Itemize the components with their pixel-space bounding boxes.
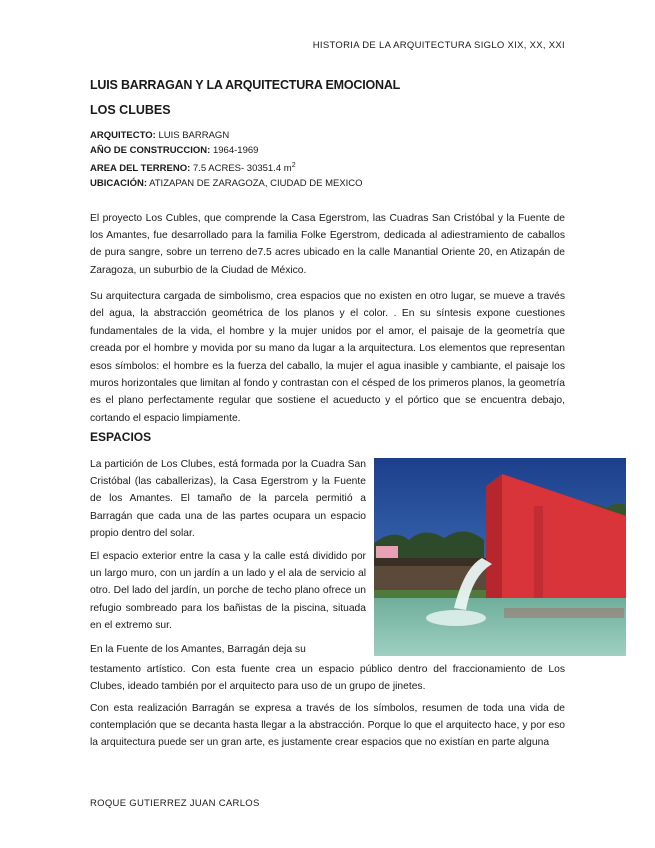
paragraph-fuente-rest: testamento artístico. Con esta fuente crea un espacio público dentro del fraccionamiento de Los Clubes, ideado también por el arquitecto para uso de un grupo de jinetes.	[90, 664, 565, 693]
paragraph-intro: El proyecto Los Cubles, que comprende la Casa Egerstrom, las Cuadras San Cristóbal y la Fuente de los Amantes, fue desarrollado para la familia Folke Egerstrom, dedicada al adiestramiento de caballos de pura sangre, sobre un terreno de7.5 acres ubicado en la calle Manantial Oriente 20, en Atizapán de Zaragoza, un suburbio de la Ciudad de México.	[90, 213, 565, 276]
meta-year: AÑO DE CONSTRUCCION: 1964-1969	[90, 145, 259, 156]
meta-area: AREA DEL TERRENO: 7.5 ACRES- 30351.4 $m^2$	[90, 162, 296, 175]
fuente-de-los-amantes-illustration	[374, 458, 626, 656]
meta-architect: ARQUITECTO: LUIS BARRAGN	[90, 130, 230, 141]
page-title: LUIS BARRAGAN Y LA ARQUITECTURA EMOCIONAL	[90, 78, 401, 92]
page-subtitle: LOS CLUBES	[90, 103, 171, 117]
paragraph-fuente-start: En la Fuente de los Amantes, Barragán deja su	[90, 644, 306, 655]
section-title-espacios: ESPACIOS	[90, 430, 152, 444]
footer-author: ROQUE GUTIERREZ JUAN CARLOS	[90, 798, 260, 809]
paragraph-particion: La partición de Los Clubes, está formada por la Cuadra San Cristóbal (las caballerizas), la Casa Egerstrom y la Fuente de los Amantes. El tamaño de la parcela permitió a Barragán que cada una de las partes ocupara un espacio propio dentro del solar.	[90, 459, 366, 539]
header-course: HISTORIA DE LA ARQUITECTURA SIGLO XIX, XX, XXI	[312, 40, 565, 51]
paragraph-espacio-exterior: El espacio exterior entre la casa y la calle está dividido por un largo muro, con un jardín a un lado y el ala de servicio al otro. Del lado del jardín, un porche de techo plano ofrece un refugio sombreado para los bañistas de la piscina, situada en el extremo sur.	[90, 551, 366, 631]
project-meta	[90, 128, 363, 191]
paragraph-symbolism: Su arquitectura cargada de simbolismo, crea espacios que no existen en otro lugar, se mueve a través del agua, la abstracción geométrica de los planos y el color. . En su síntesis expone cuestiones fundamentales de la vida, el hombre y la mujer unidos por el amor, el paisaje de la geometría que creada por el hombre y movida por su mano da lugar a la arquitectura. Los elementos que representan esos símbolos: el hombre es la fuerza del caballo, la mujer el agua inasible y cambiante, el paisaje los muros horizontales que limitan al fondo y contrastan con el césped de los primeros planos, la geometría es el plano perfectamente regular que sostiene el acueducto y el pórtico que se encuentra debajo, cortando el espacio limpiamente.	[90, 291, 565, 424]
meta-location: UBICACIÓN: ATIZAPAN DE ZARAGOZA, CIUDAD DE MEXICO	[90, 178, 363, 190]
paragraph-realizacion: Con esta realización Barragán se expresa a través de los símbolos, resumen de toda una vida de contemplación que se decanta hasta llegar a la abstracción. Porque lo que el arquitecto hace, y por eso la arquitectura puede ser un gran arte, es justamente crear espacios que no existían en parte alguna	[90, 703, 565, 749]
fountain-photo	[374, 458, 626, 656]
